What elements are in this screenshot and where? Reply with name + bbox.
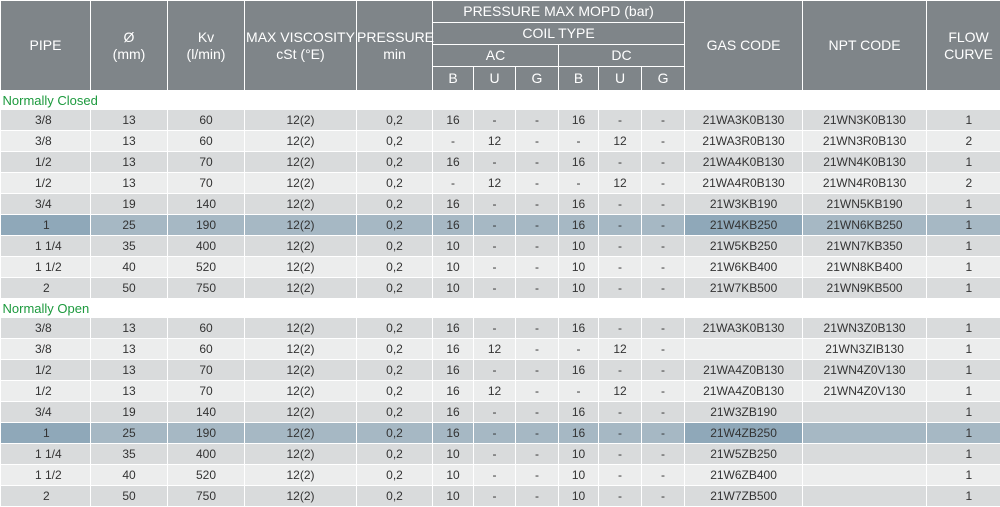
ac-u-cell: 12 — [474, 381, 516, 402]
table-row — [1, 318, 1000, 339]
ac-b-cell: 10 — [433, 465, 474, 486]
dc-b-cell: 10 — [559, 486, 599, 507]
dc-b-cell: 16 — [559, 110, 599, 131]
gas-code-cell: 21WA3K0B130 — [685, 110, 803, 131]
header-dc: DC — [559, 45, 685, 67]
ac-g-cell: - — [516, 444, 559, 465]
header-flow-curve: FLOW CURVE — [927, 1, 1000, 91]
viscosity-cell: 12(2) — [245, 215, 357, 236]
table-row — [1, 194, 1000, 215]
section-title-row — [1, 91, 1000, 111]
header-coil-type: COIL TYPE — [433, 23, 685, 45]
kv-cell: 60 — [168, 318, 245, 339]
diameter-cell: 13 — [91, 110, 168, 131]
pipe-cell: 1/2 — [1, 173, 91, 194]
dc-u-cell: 12 — [599, 173, 642, 194]
gas-code-cell: 21W3KB190 — [685, 194, 803, 215]
ac-u-cell: - — [474, 465, 516, 486]
dc-g-cell: - — [642, 110, 685, 131]
table-row — [1, 152, 1000, 173]
table-row — [1, 339, 1000, 360]
ac-g-cell: - — [516, 486, 559, 507]
section-title-row — [1, 299, 1000, 319]
kv-cell: 750 — [168, 278, 245, 299]
ac-u-cell: - — [474, 152, 516, 173]
pipe-cell: 3/8 — [1, 110, 91, 131]
dc-g-cell: - — [642, 152, 685, 173]
kv-cell: 190 — [168, 215, 245, 236]
pipe-cell: 3/8 — [1, 339, 91, 360]
viscosity-cell: 12(2) — [245, 444, 357, 465]
flow-curve-cell: 1 — [927, 318, 1000, 339]
gas-code-cell: 21W7ZB500 — [685, 486, 803, 507]
diameter-cell: 35 — [91, 444, 168, 465]
ac-g-cell: - — [516, 318, 559, 339]
kv-cell: 400 — [168, 444, 245, 465]
viscosity-cell: 12(2) — [245, 152, 357, 173]
npt-code-cell: 21WN7KB350 — [803, 236, 927, 257]
dc-g-cell: - — [642, 318, 685, 339]
dc-g-cell: - — [642, 194, 685, 215]
dc-b-cell: 16 — [559, 423, 599, 444]
viscosity-cell: 12(2) — [245, 318, 357, 339]
dc-b-cell: - — [559, 381, 599, 402]
flow-curve-cell: 1 — [927, 360, 1000, 381]
flow-curve-cell: 1 — [927, 215, 1000, 236]
viscosity-cell: 12(2) — [245, 465, 357, 486]
ac-b-cell: - — [433, 131, 474, 152]
npt-code-cell: 21WN3Z0B130 — [803, 318, 927, 339]
header-mopd: PRESSURE MAX MOPD (bar) — [433, 1, 685, 23]
ac-b-cell: 10 — [433, 236, 474, 257]
pipe-cell: 2 — [1, 278, 91, 299]
table-header — [1, 1, 1000, 91]
ac-g-cell: - — [516, 257, 559, 278]
diameter-cell: 13 — [91, 360, 168, 381]
table-row — [1, 173, 1000, 194]
diameter-cell: 40 — [91, 465, 168, 486]
diameter-cell: 25 — [91, 215, 168, 236]
dc-b-cell: 16 — [559, 360, 599, 381]
gas-code-cell: 21W4ZB250 — [685, 423, 803, 444]
table-row — [1, 278, 1000, 299]
kv-cell: 400 — [168, 236, 245, 257]
table-row — [1, 257, 1000, 278]
ac-b-cell: 16 — [433, 423, 474, 444]
dc-b-cell: 10 — [559, 444, 599, 465]
flow-curve-cell: 2 — [927, 173, 1000, 194]
ac-b-cell: 16 — [433, 110, 474, 131]
viscosity-cell: 12(2) — [245, 278, 357, 299]
dc-g-cell: - — [642, 381, 685, 402]
pipe-cell: 1 — [1, 423, 91, 444]
dc-g-cell: - — [642, 215, 685, 236]
dc-u-cell: - — [599, 402, 642, 423]
ac-g-cell: - — [516, 131, 559, 152]
npt-code-cell: 21WN3R0B130 — [803, 131, 927, 152]
pipe-cell: 1 1/2 — [1, 465, 91, 486]
npt-code-cell — [803, 465, 927, 486]
flow-curve-cell: 1 — [927, 278, 1000, 299]
ac-u-cell: - — [474, 423, 516, 444]
pressure-min-cell: 0,2 — [357, 257, 433, 278]
dc-g-cell: - — [642, 402, 685, 423]
pipe-cell: 3/4 — [1, 402, 91, 423]
dc-u-cell: - — [599, 465, 642, 486]
ac-g-cell: - — [516, 402, 559, 423]
flow-curve-cell: 1 — [927, 194, 1000, 215]
npt-code-cell — [803, 402, 927, 423]
ac-b-cell: 10 — [433, 257, 474, 278]
diameter-cell: 19 — [91, 402, 168, 423]
viscosity-cell: 12(2) — [245, 173, 357, 194]
dc-u-cell: - — [599, 257, 642, 278]
dc-u-cell: - — [599, 360, 642, 381]
npt-code-cell — [803, 423, 927, 444]
ac-b-cell: 16 — [433, 215, 474, 236]
table-row — [1, 444, 1000, 465]
npt-code-cell: 21WN4K0B130 — [803, 152, 927, 173]
npt-code-cell — [803, 486, 927, 507]
flow-curve-cell: 1 — [927, 465, 1000, 486]
flow-curve-cell: 1 — [927, 381, 1000, 402]
gas-code-cell: 21W6KB400 — [685, 257, 803, 278]
pressure-min-cell: 0,2 — [357, 381, 433, 402]
section-title: Normally Closed — [1, 91, 1000, 111]
viscosity-cell: 12(2) — [245, 339, 357, 360]
diameter-cell: 40 — [91, 257, 168, 278]
ac-b-cell: 16 — [433, 381, 474, 402]
dc-u-cell: - — [599, 423, 642, 444]
table-row — [1, 381, 1000, 402]
viscosity-cell: 12(2) — [245, 194, 357, 215]
pressure-min-cell: 0,2 — [357, 423, 433, 444]
dc-u-cell: - — [599, 278, 642, 299]
dc-b-cell: 16 — [559, 152, 599, 173]
diameter-cell: 13 — [91, 339, 168, 360]
table-row — [1, 486, 1000, 507]
header-ac-b: B — [433, 67, 474, 91]
gas-code-cell: 21W3ZB190 — [685, 402, 803, 423]
dc-g-cell: - — [642, 173, 685, 194]
ac-b-cell: 16 — [433, 402, 474, 423]
ac-b-cell: 16 — [433, 339, 474, 360]
table-row — [1, 110, 1000, 131]
dc-b-cell: 10 — [559, 257, 599, 278]
kv-cell: 60 — [168, 131, 245, 152]
dc-b-cell: - — [559, 339, 599, 360]
header-diameter: Ø (mm) — [91, 1, 168, 91]
viscosity-cell: 12(2) — [245, 257, 357, 278]
gas-code-cell — [685, 339, 803, 360]
diameter-cell: 13 — [91, 131, 168, 152]
pressure-min-cell: 0,2 — [357, 131, 433, 152]
pressure-min-cell: 0,2 — [357, 444, 433, 465]
dc-b-cell: 16 — [559, 194, 599, 215]
npt-code-cell — [803, 444, 927, 465]
ac-g-cell: - — [516, 194, 559, 215]
gas-code-cell: 21WA4R0B130 — [685, 173, 803, 194]
npt-code-cell: 21WN5KB190 — [803, 194, 927, 215]
ac-u-cell: - — [474, 215, 516, 236]
header-kv: Kv (l/min) — [168, 1, 245, 91]
header-dc-g: G — [642, 67, 685, 91]
ac-u-cell: - — [474, 257, 516, 278]
viscosity-cell: 12(2) — [245, 236, 357, 257]
ac-u-cell: - — [474, 278, 516, 299]
dc-b-cell: - — [559, 131, 599, 152]
dc-g-cell: - — [642, 339, 685, 360]
gas-code-cell: 21WA3K0B130 — [685, 318, 803, 339]
kv-cell: 140 — [168, 194, 245, 215]
viscosity-cell: 12(2) — [245, 486, 357, 507]
diameter-cell: 25 — [91, 423, 168, 444]
ac-b-cell: 16 — [433, 194, 474, 215]
pipe-cell: 1 — [1, 215, 91, 236]
ac-b-cell: 10 — [433, 486, 474, 507]
dc-g-cell: - — [642, 131, 685, 152]
dc-g-cell: - — [642, 257, 685, 278]
ac-u-cell: - — [474, 194, 516, 215]
ac-u-cell: - — [474, 444, 516, 465]
header-gas-code: GAS CODE — [685, 1, 803, 91]
ac-u-cell: - — [474, 360, 516, 381]
npt-code-cell: 21WN4R0B130 — [803, 173, 927, 194]
ac-b-cell: 16 — [433, 360, 474, 381]
ac-g-cell: - — [516, 278, 559, 299]
dc-u-cell: - — [599, 318, 642, 339]
header-ac: AC — [433, 45, 559, 67]
viscosity-cell: 12(2) — [245, 423, 357, 444]
viscosity-cell: 12(2) — [245, 360, 357, 381]
header-ac-g: G — [516, 67, 559, 91]
npt-code-cell: 21WN4Z0V130 — [803, 381, 927, 402]
kv-cell: 750 — [168, 486, 245, 507]
dc-g-cell: - — [642, 423, 685, 444]
ac-g-cell: - — [516, 215, 559, 236]
diameter-cell: 35 — [91, 236, 168, 257]
pipe-cell: 3/8 — [1, 318, 91, 339]
flow-curve-cell: 1 — [927, 152, 1000, 173]
header-viscosity: MAX VISCOSITY cSt (°E) — [245, 1, 357, 91]
kv-cell: 520 — [168, 257, 245, 278]
pipe-cell: 1 1/2 — [1, 257, 91, 278]
ac-g-cell: - — [516, 465, 559, 486]
gas-code-cell: 21W6ZB400 — [685, 465, 803, 486]
dc-u-cell: - — [599, 110, 642, 131]
dc-u-cell: - — [599, 194, 642, 215]
ac-g-cell: - — [516, 173, 559, 194]
kv-cell: 520 — [168, 465, 245, 486]
ac-g-cell: - — [516, 381, 559, 402]
flow-curve-cell: 1 — [927, 339, 1000, 360]
header-dc-u: U — [599, 67, 642, 91]
dc-b-cell: 10 — [559, 278, 599, 299]
table-row — [1, 423, 1000, 444]
viscosity-cell: 12(2) — [245, 381, 357, 402]
pressure-min-cell: 0,2 — [357, 173, 433, 194]
pipe-cell: 1/2 — [1, 360, 91, 381]
dc-u-cell: - — [599, 236, 642, 257]
header-npt-code: NPT CODE — [803, 1, 927, 91]
gas-code-cell: 21WA4Z0B130 — [685, 381, 803, 402]
viscosity-cell: 12(2) — [245, 402, 357, 423]
pressure-min-cell: 0,2 — [357, 110, 433, 131]
dc-g-cell: - — [642, 236, 685, 257]
flow-curve-cell: 1 — [927, 236, 1000, 257]
ac-u-cell: 12 — [474, 173, 516, 194]
dc-u-cell: 12 — [599, 381, 642, 402]
ac-b-cell: 10 — [433, 278, 474, 299]
table-row — [1, 215, 1000, 236]
gas-code-cell: 21WA3R0B130 — [685, 131, 803, 152]
dc-g-cell: - — [642, 486, 685, 507]
dc-b-cell: 10 — [559, 236, 599, 257]
kv-cell: 70 — [168, 152, 245, 173]
flow-curve-cell: 1 — [927, 110, 1000, 131]
dc-b-cell: 10 — [559, 465, 599, 486]
ac-g-cell: - — [516, 152, 559, 173]
ac-b-cell: - — [433, 173, 474, 194]
npt-code-cell: 21WN3ZIB130 — [803, 339, 927, 360]
dc-g-cell: - — [642, 465, 685, 486]
pressure-min-cell: 0,2 — [357, 339, 433, 360]
dc-b-cell: 16 — [559, 318, 599, 339]
header-dc-b: B — [559, 67, 599, 91]
npt-code-cell: 21WN4Z0V130 — [803, 360, 927, 381]
npt-code-cell: 21WN3K0B130 — [803, 110, 927, 131]
gas-code-cell: 21W5ZB250 — [685, 444, 803, 465]
ac-g-cell: - — [516, 423, 559, 444]
flow-curve-cell: 1 — [927, 423, 1000, 444]
dc-u-cell: - — [599, 152, 642, 173]
flow-curve-cell: 2 — [927, 131, 1000, 152]
ac-b-cell: 16 — [433, 152, 474, 173]
ac-u-cell: 12 — [474, 131, 516, 152]
table-row — [1, 465, 1000, 486]
npt-code-cell: 21WN6KB250 — [803, 215, 927, 236]
viscosity-cell: 12(2) — [245, 110, 357, 131]
pressure-min-cell: 0,2 — [357, 194, 433, 215]
kv-cell: 60 — [168, 339, 245, 360]
dc-b-cell: - — [559, 173, 599, 194]
table-row — [1, 131, 1000, 152]
ac-u-cell: - — [474, 402, 516, 423]
diameter-cell: 13 — [91, 318, 168, 339]
pressure-min-cell: 0,2 — [357, 215, 433, 236]
ac-b-cell: 10 — [433, 444, 474, 465]
ac-u-cell: 12 — [474, 339, 516, 360]
dc-b-cell: 16 — [559, 402, 599, 423]
pressure-min-cell: 0,2 — [357, 486, 433, 507]
kv-cell: 140 — [168, 402, 245, 423]
diameter-cell: 19 — [91, 194, 168, 215]
header-ac-u: U — [474, 67, 516, 91]
flow-curve-cell: 1 — [927, 257, 1000, 278]
pressure-min-cell: 0,2 — [357, 152, 433, 173]
diameter-cell: 50 — [91, 278, 168, 299]
table-row — [1, 360, 1000, 381]
header-pipe: PIPE — [1, 1, 91, 91]
dc-g-cell: - — [642, 444, 685, 465]
ac-u-cell: - — [474, 236, 516, 257]
npt-code-cell: 21WN8KB400 — [803, 257, 927, 278]
gas-code-cell: 21W4KB250 — [685, 215, 803, 236]
npt-code-cell: 21WN9KB500 — [803, 278, 927, 299]
diameter-cell: 13 — [91, 173, 168, 194]
header-pressure-min: PRESSURE min — [357, 1, 433, 91]
pipe-cell: 1 1/4 — [1, 444, 91, 465]
table-row — [1, 402, 1000, 423]
pipe-cell: 3/8 — [1, 131, 91, 152]
diameter-cell: 13 — [91, 381, 168, 402]
flow-curve-cell: 1 — [927, 402, 1000, 423]
dc-g-cell: - — [642, 278, 685, 299]
gas-code-cell: 21W7KB500 — [685, 278, 803, 299]
dc-u-cell: - — [599, 486, 642, 507]
ac-g-cell: - — [516, 110, 559, 131]
pipe-cell: 2 — [1, 486, 91, 507]
diameter-cell: 13 — [91, 152, 168, 173]
pressure-min-cell: 0,2 — [357, 402, 433, 423]
pressure-min-cell: 0,2 — [357, 360, 433, 381]
ac-g-cell: - — [516, 339, 559, 360]
table-row — [1, 236, 1000, 257]
gas-code-cell: 21WA4K0B130 — [685, 152, 803, 173]
dc-u-cell: 12 — [599, 339, 642, 360]
gas-code-cell: 21W5KB250 — [685, 236, 803, 257]
pressure-min-cell: 0,2 — [357, 236, 433, 257]
kv-cell: 70 — [168, 381, 245, 402]
gas-code-cell: 21WA4Z0B130 — [685, 360, 803, 381]
pipe-cell: 1/2 — [1, 152, 91, 173]
ac-g-cell: - — [516, 236, 559, 257]
ac-u-cell: - — [474, 486, 516, 507]
viscosity-cell: 12(2) — [245, 131, 357, 152]
pressure-min-cell: 0,2 — [357, 278, 433, 299]
flow-curve-cell: 1 — [927, 444, 1000, 465]
kv-cell: 70 — [168, 360, 245, 381]
dc-g-cell: - — [642, 360, 685, 381]
ac-u-cell: - — [474, 110, 516, 131]
pipe-cell: 3/4 — [1, 194, 91, 215]
diameter-cell: 50 — [91, 486, 168, 507]
kv-cell: 190 — [168, 423, 245, 444]
section-title: Normally Open — [1, 299, 1000, 319]
kv-cell: 60 — [168, 110, 245, 131]
dc-b-cell: 16 — [559, 215, 599, 236]
pipe-cell: 1 1/4 — [1, 236, 91, 257]
pipe-cell: 1/2 — [1, 381, 91, 402]
dc-u-cell: 12 — [599, 131, 642, 152]
ac-b-cell: 16 — [433, 318, 474, 339]
flow-curve-cell: 1 — [927, 486, 1000, 507]
dc-u-cell: - — [599, 444, 642, 465]
dc-u-cell: - — [599, 215, 642, 236]
kv-cell: 70 — [168, 173, 245, 194]
ac-u-cell: - — [474, 318, 516, 339]
ac-g-cell: - — [516, 360, 559, 381]
pressure-min-cell: 0,2 — [357, 465, 433, 486]
pressure-min-cell: 0,2 — [357, 318, 433, 339]
table-body — [1, 91, 1000, 507]
